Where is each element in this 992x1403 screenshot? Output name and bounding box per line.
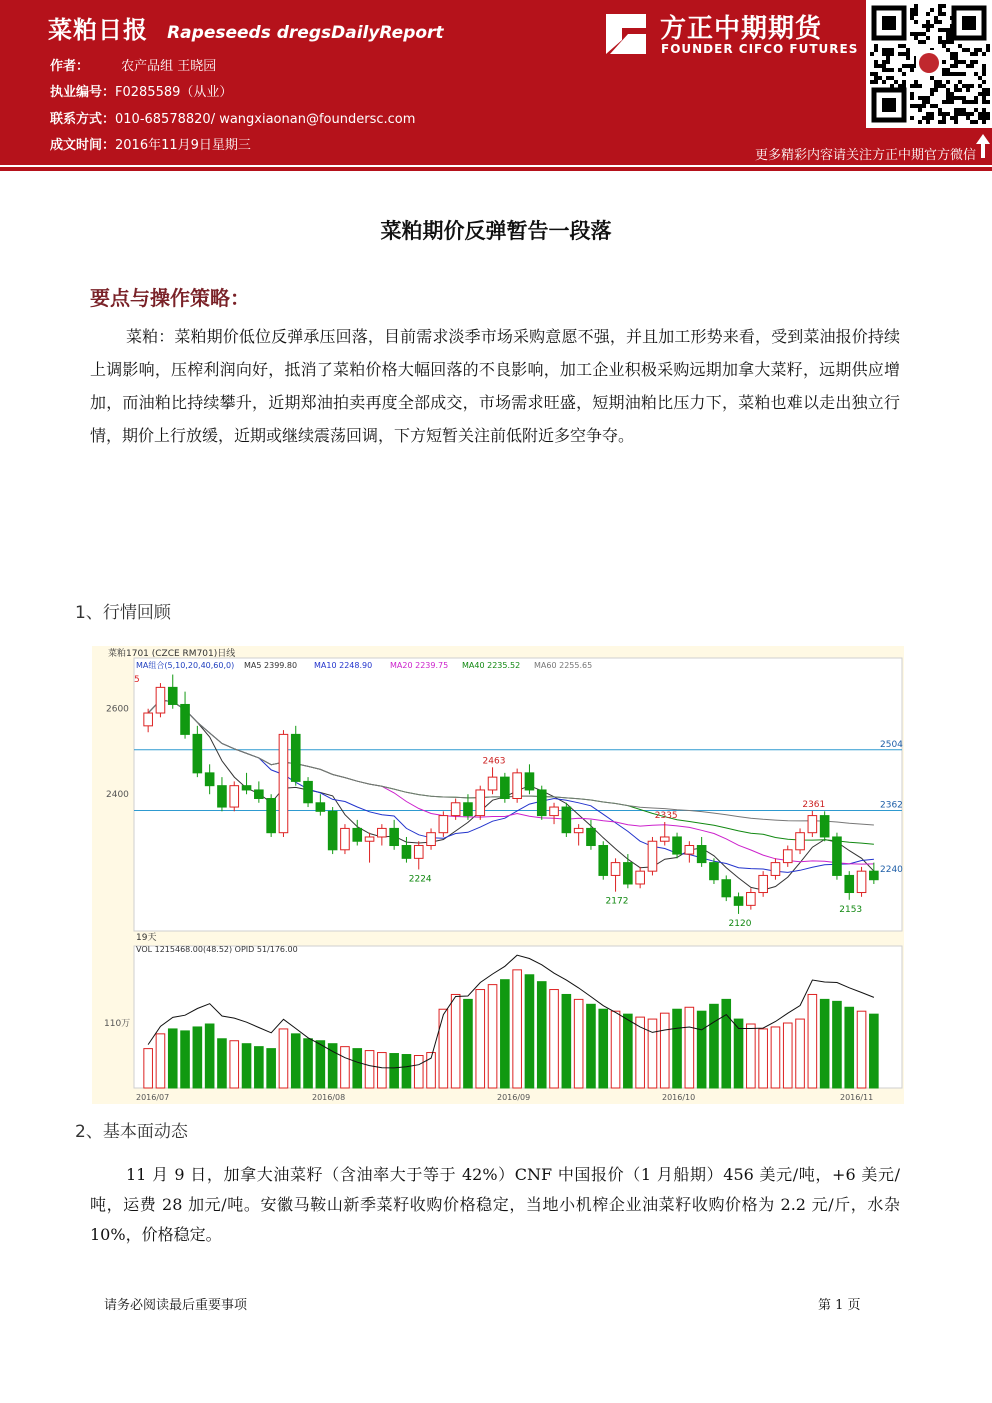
volume-bar bbox=[267, 1049, 276, 1088]
volume-bar bbox=[255, 1047, 264, 1088]
header-band bbox=[0, 0, 992, 165]
candle bbox=[845, 875, 854, 892]
candle bbox=[230, 786, 239, 807]
volume-bar bbox=[513, 970, 522, 1088]
logo-cn: 方正中期期货 bbox=[660, 14, 823, 44]
market-review-heading: 1、行情回顾 bbox=[75, 603, 171, 623]
volume-bar bbox=[439, 1009, 448, 1088]
candle bbox=[304, 781, 313, 802]
volume-bar bbox=[291, 1034, 300, 1088]
volume-bar bbox=[759, 1029, 768, 1088]
volume-bar bbox=[783, 1023, 792, 1088]
volume-bar bbox=[341, 1047, 350, 1088]
candle bbox=[402, 846, 411, 859]
candle bbox=[636, 871, 645, 884]
volume-bar bbox=[230, 1041, 239, 1088]
candle bbox=[451, 803, 460, 816]
follow-wechat-text: 更多精彩内容请关注方正中期官方微信 bbox=[754, 148, 976, 163]
candle bbox=[833, 837, 842, 875]
date-line bbox=[50, 134, 251, 153]
volume-bar bbox=[476, 990, 485, 1088]
annotation-2172: 2172 bbox=[605, 896, 629, 907]
candle bbox=[464, 803, 473, 816]
qr-code-icon bbox=[866, 0, 992, 128]
candle bbox=[427, 833, 436, 846]
x-label-2016/07: 2016/07 bbox=[136, 1093, 170, 1102]
volume-bar bbox=[796, 1019, 805, 1088]
volume-legend: VOL 1215468.00(48.52) OPID 51/176.00 bbox=[136, 945, 298, 954]
volume-bar bbox=[562, 994, 571, 1088]
candle bbox=[525, 773, 534, 790]
author-line bbox=[50, 55, 216, 74]
candle bbox=[168, 687, 177, 704]
volume-bar bbox=[648, 1019, 657, 1088]
volume-bar bbox=[193, 1027, 202, 1088]
volume-bar bbox=[537, 982, 546, 1088]
arrow-up-icon bbox=[976, 134, 990, 158]
header-underline bbox=[0, 167, 992, 171]
candle bbox=[820, 816, 829, 837]
candle bbox=[181, 704, 190, 734]
volume-bar bbox=[734, 1019, 743, 1088]
candle bbox=[144, 713, 153, 726]
candle bbox=[611, 863, 620, 876]
candlestick-chart-svg bbox=[92, 646, 904, 1104]
volume-tick: 110万 bbox=[104, 1019, 131, 1029]
strategy-heading: 要点与操作策略： bbox=[90, 286, 250, 310]
candle bbox=[759, 875, 768, 892]
candle bbox=[291, 734, 300, 781]
candle bbox=[488, 777, 497, 790]
contact-label: 联系方式： bbox=[50, 112, 116, 127]
volume-bar bbox=[845, 1007, 854, 1088]
strategy-paragraph: 菜粕：菜粕期价低位反弹承压回落，目前需求淡季市场采购意愿不强，并且加工形势来看，受到菜油报价持续上调影响，压榨利润向好，抵消了菜粕价格大幅回落的不良影响，加工企业积极采购远期加拿大菜籽，远期供应增加，而油粕比持续攀升，近期郑油拍卖再度全部成交，市场需求旺盛，短期油粕比压力下，菜粕也难以走出独立行情，期价上行放缓，近期或继续震荡回调，下方短暂关注前低附近多空争夺。 bbox=[90, 327, 900, 445]
volume-bar bbox=[181, 1031, 190, 1088]
page-number: 第 1 页 bbox=[818, 1298, 861, 1313]
candle bbox=[857, 871, 866, 892]
annotation-2224: 2224 bbox=[408, 874, 432, 885]
fundamentals-paragraph: 11 月 9 日，加拿大油菜籽（含油率大于等于 42%）CNF 中国报价（1 月船期）456 美元/吨，+6 美元/吨，运费 28 加元/吨。安徽马鞍山新季菜籽收购价格稳定，当地小机榨企业油菜籽收购价格为 2.2 元/斤，水杂 10%，价格稳定。 bbox=[90, 1165, 900, 1244]
volume-bar bbox=[144, 1049, 153, 1088]
volume-bar bbox=[870, 1014, 879, 1088]
volume-bar bbox=[488, 985, 497, 1088]
side-label: 2240 bbox=[880, 865, 903, 875]
volume-bar bbox=[820, 999, 829, 1088]
volume-bar bbox=[685, 1007, 694, 1088]
volume-bar bbox=[833, 1001, 842, 1088]
volume-bar bbox=[697, 1011, 706, 1088]
founder-logo-icon bbox=[604, 12, 648, 56]
volume-bar bbox=[574, 999, 583, 1088]
annotation-2463: 2463 bbox=[482, 756, 506, 767]
x-label-2016/10: 2016/10 bbox=[662, 1093, 696, 1102]
candle bbox=[242, 786, 251, 790]
days-label: 19天 bbox=[136, 933, 157, 943]
candle bbox=[414, 846, 423, 859]
volume-bar bbox=[808, 994, 817, 1088]
x-label-2016/08: 2016/08 bbox=[312, 1093, 346, 1102]
volume-bar bbox=[402, 1055, 411, 1088]
volume-bar bbox=[722, 999, 731, 1088]
candle bbox=[562, 807, 571, 833]
volume-bar bbox=[673, 1009, 682, 1088]
candle bbox=[439, 816, 448, 833]
logo-en: FOUNDER CIFCO FUTURES bbox=[661, 42, 859, 56]
candle bbox=[660, 837, 669, 841]
candle bbox=[697, 846, 706, 863]
contact-value: 010-68578820/ wangxiaonan@foundersc.com bbox=[115, 112, 416, 127]
x-label-2016/11: 2016/11 bbox=[840, 1093, 874, 1102]
company-logo bbox=[604, 8, 859, 62]
y-tick-2600: 2600 bbox=[106, 704, 129, 715]
ma-label-MA10: MA10 2248.90 bbox=[314, 661, 373, 670]
volume-bar bbox=[304, 1039, 313, 1088]
candle bbox=[537, 790, 546, 816]
candle bbox=[587, 828, 596, 845]
candle bbox=[328, 811, 337, 849]
author-label: 作者： bbox=[50, 59, 90, 74]
candle bbox=[624, 863, 633, 884]
candle bbox=[870, 871, 879, 880]
report-title-en: Rapeseeds dregsDailyReport bbox=[167, 23, 444, 43]
volume-bar bbox=[328, 1044, 337, 1088]
candle bbox=[808, 816, 817, 833]
x-label-2016/09: 2016/09 bbox=[497, 1093, 531, 1102]
candle bbox=[648, 841, 657, 871]
volume-bar bbox=[624, 1014, 633, 1088]
candle bbox=[390, 828, 399, 845]
volume-bar bbox=[525, 975, 534, 1088]
volume-bar bbox=[464, 999, 473, 1088]
candle bbox=[341, 828, 350, 849]
annotation-2361: 2361 bbox=[802, 799, 826, 810]
candle bbox=[771, 863, 780, 876]
license-line bbox=[50, 81, 232, 100]
volume-bar bbox=[353, 1049, 362, 1088]
volume-bar bbox=[587, 1004, 596, 1088]
date-label: 成文时间： bbox=[50, 138, 116, 153]
candle bbox=[710, 863, 719, 880]
fundamentals-heading: 2、基本面动态 bbox=[75, 1122, 188, 1142]
price-chart bbox=[92, 646, 904, 1104]
volume-bar bbox=[390, 1054, 399, 1088]
candle bbox=[378, 828, 387, 837]
candle bbox=[734, 897, 743, 906]
volume-bar bbox=[218, 1039, 227, 1088]
volume-bar bbox=[710, 1004, 719, 1088]
candle bbox=[574, 828, 583, 832]
volume-bar bbox=[378, 1053, 387, 1088]
volume-bar bbox=[550, 990, 559, 1088]
candle bbox=[796, 833, 805, 850]
volume-bar bbox=[611, 1011, 620, 1088]
candle bbox=[353, 828, 362, 841]
candle bbox=[685, 846, 694, 855]
candle bbox=[501, 777, 510, 798]
candle bbox=[218, 786, 227, 807]
volume-bar bbox=[501, 980, 510, 1088]
candle bbox=[193, 734, 202, 772]
hline-label-2362: 2362 bbox=[880, 800, 903, 811]
ma-label-MA5: MA5 2399.80 bbox=[244, 661, 298, 670]
volume-bar bbox=[599, 1009, 608, 1088]
volume-bar bbox=[365, 1051, 374, 1088]
candle bbox=[267, 799, 276, 833]
candle bbox=[156, 687, 165, 713]
candle bbox=[316, 803, 325, 812]
volume-bar bbox=[279, 1029, 288, 1088]
author-value: 农产品组 王晓园 bbox=[121, 59, 217, 74]
license-label: 执业编号： bbox=[50, 85, 116, 100]
y-tick-2400: 2400 bbox=[106, 790, 129, 801]
hline-label-2504: 2504 bbox=[880, 739, 903, 750]
ma-legend: MA组合(5,10,20,40,60,0) bbox=[136, 661, 235, 670]
candle bbox=[255, 790, 264, 799]
volume-bar bbox=[242, 1044, 251, 1088]
document-title: 菜粕期价反弹暂告一段落 bbox=[380, 219, 612, 243]
candle bbox=[599, 846, 608, 876]
candle bbox=[513, 773, 522, 799]
disclaimer-note: 请务必阅读最后重要事项 bbox=[104, 1298, 248, 1313]
volume-bar bbox=[451, 994, 460, 1088]
ma-label-MA60: MA60 2255.65 bbox=[534, 661, 593, 670]
annotation-2120: 2120 bbox=[728, 918, 752, 929]
candle bbox=[279, 734, 288, 832]
candle bbox=[673, 837, 682, 854]
chart-title: 菜粕1701 (CZCE RM701)日线 bbox=[108, 649, 236, 659]
volume-bar bbox=[414, 1056, 423, 1088]
candle bbox=[722, 880, 731, 897]
candle bbox=[550, 807, 559, 816]
volume-bar bbox=[747, 1024, 756, 1088]
candle bbox=[747, 893, 756, 906]
ma-label-MA20: MA20 2239.75 bbox=[390, 661, 449, 670]
contact-line bbox=[50, 108, 415, 127]
volume-bar bbox=[205, 1024, 214, 1088]
volume-bar bbox=[156, 1034, 165, 1088]
candle bbox=[476, 790, 485, 816]
annotation-2335: 2335 bbox=[654, 811, 678, 822]
annotation-2153: 2153 bbox=[839, 904, 863, 915]
report-title-cn: 菜粕日报 bbox=[48, 16, 148, 44]
volume-bar bbox=[660, 1013, 669, 1088]
volume-bar bbox=[857, 1011, 866, 1088]
date-value: 2016年11月9日星期三 bbox=[115, 138, 251, 153]
candle bbox=[365, 837, 374, 841]
ma-label-MA40: MA40 2235.52 bbox=[462, 661, 521, 670]
report-title bbox=[48, 10, 444, 45]
volume-bar bbox=[771, 1027, 780, 1088]
top-marker: 5 bbox=[134, 675, 140, 685]
volume-bar bbox=[316, 1041, 325, 1088]
candle bbox=[205, 773, 214, 786]
volume-bar bbox=[168, 1029, 177, 1088]
candle bbox=[783, 850, 792, 863]
license-value: F0285589（从业） bbox=[115, 85, 233, 100]
